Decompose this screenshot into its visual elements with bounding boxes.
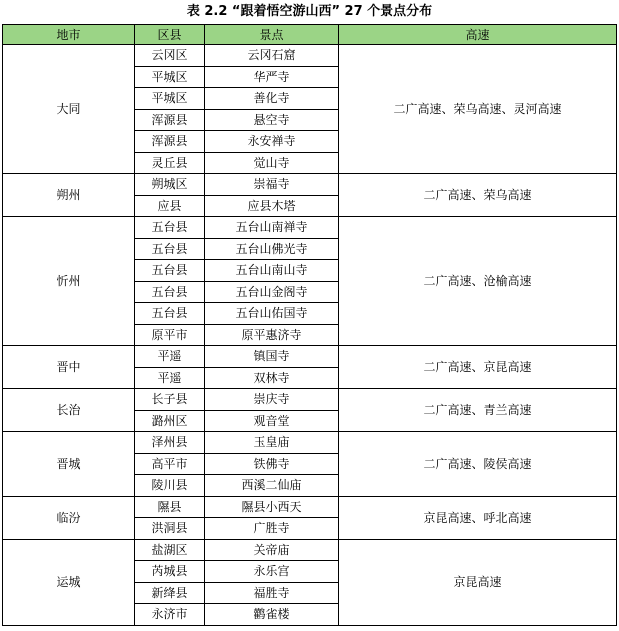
table-row <box>3 346 617 368</box>
county-cell: 长子县 <box>135 389 205 411</box>
county-cell: 浑源县 <box>135 131 205 153</box>
city-cell: 临汾 <box>3 496 135 539</box>
site-cell: 云冈石窟 <box>205 45 339 67</box>
county-cell: 五台县 <box>135 260 205 282</box>
highway-cell: 二广高速、青兰高速 <box>339 389 617 432</box>
city-cell: 长治 <box>3 389 135 432</box>
site-cell: 五台山南山寺 <box>205 260 339 282</box>
site-cell: 隰县小西天 <box>205 496 339 518</box>
county-cell: 云冈区 <box>135 45 205 67</box>
city-cell: 运城 <box>3 539 135 625</box>
site-cell: 华严寺 <box>205 66 339 88</box>
county-cell: 芮城县 <box>135 561 205 583</box>
site-cell: 五台山金阁寺 <box>205 281 339 303</box>
county-cell: 灵丘县 <box>135 152 205 174</box>
site-cell: 崇庆寺 <box>205 389 339 411</box>
city-cell: 朔州 <box>3 174 135 217</box>
county-cell: 平遥 <box>135 346 205 368</box>
highway-cell: 二广高速、荣乌高速 <box>339 174 617 217</box>
county-cell: 平城区 <box>135 66 205 88</box>
table-row <box>3 496 617 518</box>
site-cell: 西溪二仙庙 <box>205 475 339 497</box>
highway-cell: 二广高速、荣乌高速、灵河高速 <box>339 45 617 174</box>
county-cell: 应县 <box>135 195 205 217</box>
site-cell: 镇国寺 <box>205 346 339 368</box>
highway-cell: 二广高速、京昆高速 <box>339 346 617 389</box>
site-cell: 铁佛寺 <box>205 453 339 475</box>
site-cell: 永安禅寺 <box>205 131 339 153</box>
city-cell: 忻州 <box>3 217 135 346</box>
county-cell: 五台县 <box>135 303 205 325</box>
site-cell: 悬空寺 <box>205 109 339 131</box>
site-cell: 永乐宫 <box>205 561 339 583</box>
county-cell: 五台县 <box>135 281 205 303</box>
county-cell: 盐湖区 <box>135 539 205 561</box>
county-cell: 朔城区 <box>135 174 205 196</box>
county-cell: 五台县 <box>135 217 205 239</box>
county-cell: 洪洞县 <box>135 518 205 540</box>
site-cell: 五台山南禅寺 <box>205 217 339 239</box>
city-cell: 晋城 <box>3 432 135 497</box>
table-header-row <box>3 25 617 45</box>
highway-cell: 二广高速、沧榆高速 <box>339 217 617 346</box>
header-city: 地市 <box>3 25 135 45</box>
site-cell: 关帝庙 <box>205 539 339 561</box>
header-site: 景点 <box>205 25 339 45</box>
site-cell: 觉山寺 <box>205 152 339 174</box>
header-county: 区县 <box>135 25 205 45</box>
county-cell: 潞州区 <box>135 410 205 432</box>
highway-cell: 京昆高速、呼北高速 <box>339 496 617 539</box>
county-cell: 陵川县 <box>135 475 205 497</box>
site-cell: 广胜寺 <box>205 518 339 540</box>
site-cell: 五台山佑国寺 <box>205 303 339 325</box>
city-cell: 大同 <box>3 45 135 174</box>
table-row <box>3 174 617 196</box>
site-cell: 鹳雀楼 <box>205 604 339 626</box>
site-cell: 观音堂 <box>205 410 339 432</box>
county-cell: 高平市 <box>135 453 205 475</box>
site-cell: 双林寺 <box>205 367 339 389</box>
county-cell: 平遥 <box>135 367 205 389</box>
county-cell: 原平市 <box>135 324 205 346</box>
county-cell: 浑源县 <box>135 109 205 131</box>
scenic-spots-table <box>2 24 617 626</box>
site-cell: 善化寺 <box>205 88 339 110</box>
header-highway: 高速 <box>339 25 617 45</box>
table-row <box>3 432 617 454</box>
site-cell: 玉皇庙 <box>205 432 339 454</box>
site-cell: 原平惠济寺 <box>205 324 339 346</box>
county-cell: 泽州县 <box>135 432 205 454</box>
table-body <box>3 45 617 626</box>
county-cell: 隰县 <box>135 496 205 518</box>
site-cell: 应县木塔 <box>205 195 339 217</box>
site-cell: 崇福寺 <box>205 174 339 196</box>
table-caption: 表 2.2 “跟着悟空游山西” 27 个景点分布 <box>186 4 433 19</box>
city-cell: 晋中 <box>3 346 135 389</box>
site-cell: 五台山佛光寺 <box>205 238 339 260</box>
county-cell: 平城区 <box>135 88 205 110</box>
highway-cell: 京昆高速 <box>339 539 617 625</box>
site-cell: 福胜寺 <box>205 582 339 604</box>
highway-cell: 二广高速、陵侯高速 <box>339 432 617 497</box>
table-row <box>3 217 617 239</box>
table-row <box>3 389 617 411</box>
table-row <box>3 539 617 561</box>
county-cell: 新绛县 <box>135 582 205 604</box>
county-cell: 五台县 <box>135 238 205 260</box>
table-row <box>3 45 617 67</box>
county-cell: 永济市 <box>135 604 205 626</box>
